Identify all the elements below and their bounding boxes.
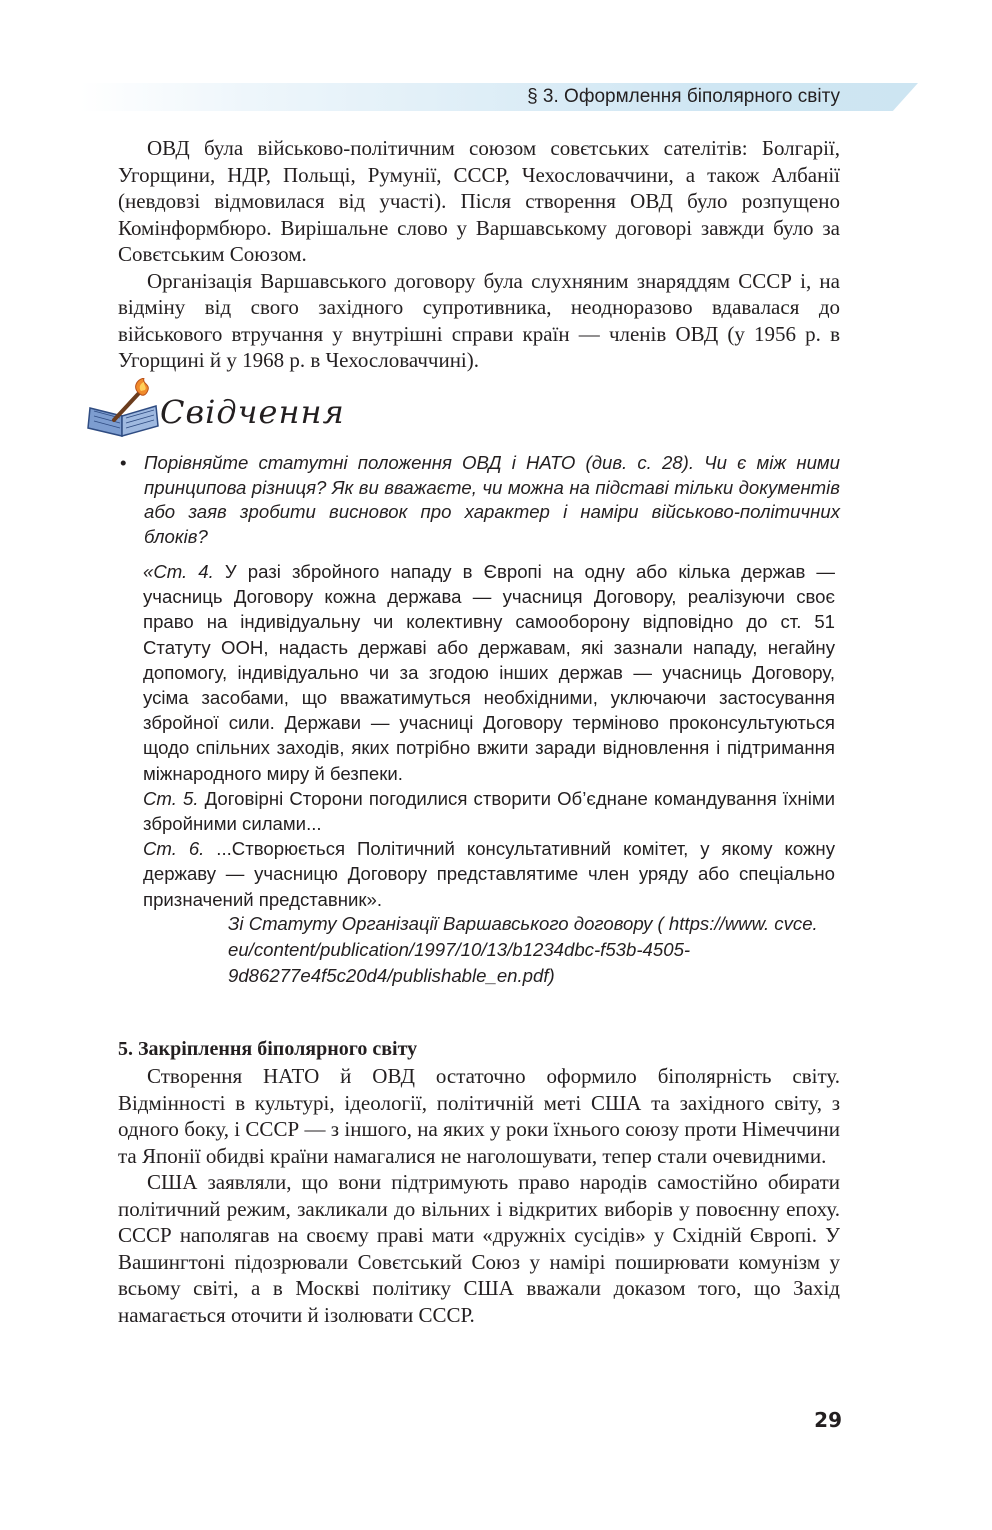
intro-paragraph-2: Організація Варшавського договору була слухняним знаряддям СССР і, на відміну від свого західного супротивника, неодноразово вдавалася до військового втручання у внутрішні справи країн — членів ОВД (у 1956 р. в Угорщині й у 1968 р. в Чехословаччині). xyxy=(118,268,840,372)
evidence-question xyxy=(120,451,840,549)
intro-paragraph-1: ОВД була військово-політичним союзом совєтських сателітів: Болгарії, Угорщини, НДР, Польщі, Румунії, СССР, Чехословаччини, а також Албанії (невдовзі відмовилася від участі). Після створення ОВД було розпущено Комінформбюро. Вирішальне слово у Варшавському договорі завжди було за Совєтським Союзом. xyxy=(118,136,840,266)
intro-text xyxy=(118,135,840,374)
quote-text: Договірні Сторони погодилися створити Об’єднане командування їхніми збройними силами... xyxy=(143,787,835,835)
section-paragraph-2: США заявляли, що вони підтримують право народів самостійно обирати політичний режим, закликали до вільних і відкритих виборів у повоєнну епоху. СССР наполягав на своєму праві мати «дружніх сусідів» у Східній Європі. У Вашингтоні підозрювали Совєтський Союз у намірі поширювати комунізм у всьому світі, а в Москві політику США вважали доказом того, що Захід намагається оточити й ізолювати СССР. xyxy=(118,1170,840,1327)
section-title: 5. Закріплення біполярного світу xyxy=(118,1038,418,1060)
page-number: 29 xyxy=(814,1408,842,1432)
charter-quote xyxy=(143,559,835,912)
running-head: § 3. Оформлення біполярного світу xyxy=(527,86,840,107)
section-text xyxy=(118,1063,840,1328)
section-paragraph-1: Створення НАТО й ОВД остаточно оформило біполярність світу. Відмінності в культурі, ідеології, політичній меті США та західного світу, з одного боку, і СССР — з іншого, на яких у роки їхнього союзу проти Німеччини та Японії обидві країни намагалися не наголошувати, тепер стали очевидними. xyxy=(118,1064,840,1168)
quote-label: «Ст. 4. xyxy=(143,561,214,582)
bullet-icon: • xyxy=(120,452,127,473)
quote-label: Ст. 5. xyxy=(143,787,199,809)
quote-source: Зі Статуту Організації Варшавського договору ( https://www. cvce. eu/content/publication/1997/10/13/b1234dbc-f53b-4505-9d86277e4f5c20d4/publishable_en.pdf) xyxy=(228,913,818,986)
quote-article-6 xyxy=(143,836,835,912)
book-torch-icon xyxy=(84,378,162,440)
quote-text: ...Створюється Політичний консультативний комітет, у якому кожну державу — учасницю Договору представлятиме член уряду або спеціально призначений представник». xyxy=(143,838,835,910)
evidence-title: Свідчення xyxy=(160,393,345,431)
quote-article-5 xyxy=(143,786,835,836)
question-text: Порівняйте статутні положення ОВД і НАТО (див. с. 28). Чи є між ними принципова різниця? Як ви вважаєте, чи можна на підставі тільки документів або заяв зробити висновок про характер і наміри військово-політичних блоків? xyxy=(144,452,840,547)
quote-article-4 xyxy=(143,559,835,786)
quote-label: Ст. 6. xyxy=(143,838,205,860)
quote-text: У разі збройного нападу в Європі на одну або кілька держав — учасниць Договору кожна держава — учасниця Договору, реалізуючи своє право на індивідуальну чи колективну самооборону відповідно до ст. 51 Статуту ООН, надасть державі або державам, які зазнали нападу, негайну допомогу, індивідуально чи за згодою інших держав — учасниць Договору, усіма засобами, що вважатимуться необхідними, уключаючи застосування збройної сили. Держави — учасниці Договору терміново проконсультуються щодо спільних заходів, яких потрібно вжити заради відновлення і підтримання міжнародного миру й безпеки. xyxy=(143,561,836,784)
